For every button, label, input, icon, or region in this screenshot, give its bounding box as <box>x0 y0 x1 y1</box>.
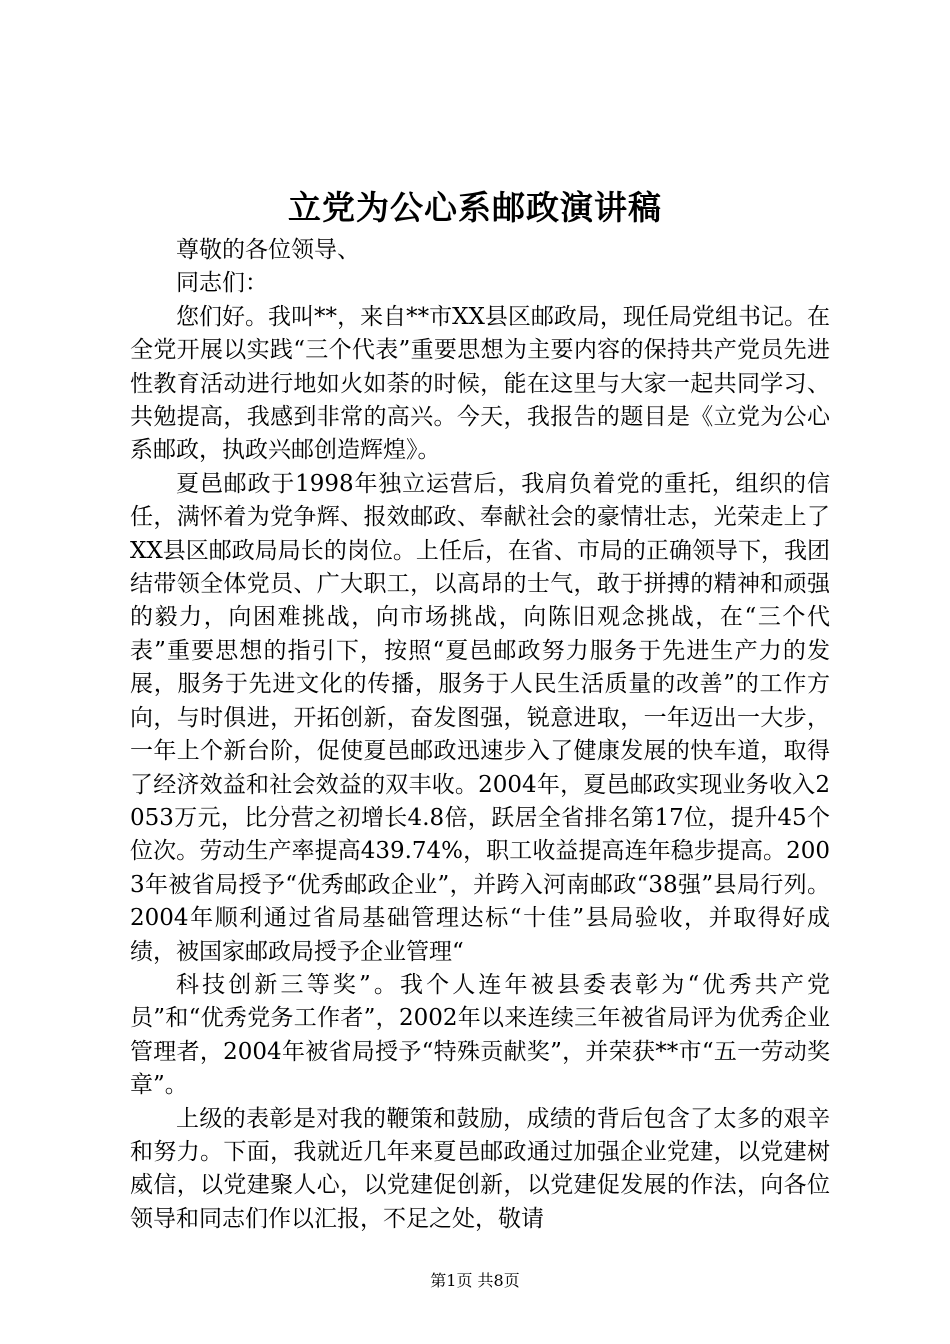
paragraph-achievements: 夏邑邮政于1998年独立运营后，我肩负着党的重托，组织的信任，满怀着为党争辉、报效邮政、奉献社会的豪情壮志，光荣走上了XX县区邮政局局长的岗位。上任后，在省、市局的正确领导下，我团结带领全体党员、广大职工，以高昂的士气，敢于拼搏的精神和顽强的毅力，向困难挑战，向市场挑战，向陈旧观念挑战，在“三个代表”重要思想的指引下，按照“夏邑邮政努力服务于先进生产力的发展，服务于先进文化的传播，服务于人民生活质量的改善”的工作方向，与时俱进，开拓创新，奋发图强，锐意进取，一年迈出一大步，一年上个新台阶，促使夏邑邮政迅速步入了健康发展的快车道，取得了经济效益和社会效益的双丰收。2004年，夏邑邮政实现业务收入2053万元，比分营之初增长4.8倍，跃居全省排名第17位，提升45个位次。劳动生产率提高439.74%，职工收益提高连年稳步提高。2003年被省局授予“优秀邮政企业”，并跨入河南邮政“38强”县局行列。2004年顺利通过省局基础管理达标“十佳”县局验收，并取得好成绩，被国家邮政局授予企业管理“ <box>130 470 830 965</box>
paragraph-introduction: 您们好。我叫**，来自**市XX县区邮政局，现任局党组书记。在全党开展以实践“三个代表”重要思想为主要内容的保持共产党员先进性教育活动进行地如火如荼的时候，能在这里与大家一起共同学习、共勉提高，我感到非常的高兴。今天，我报告的题目是《立党为公心系邮政，执政兴邮创造辉煌》。 <box>130 303 830 464</box>
document-body <box>130 234 830 1236</box>
paragraph-awards: 科技创新三等奖”。我个人连年被县委表彰为“优秀共产党员”和“优秀党务工作者”，2002年以来连续三年被省局评为优秀企业管理者，2004年被省局授予“特殊贡献奖”，并荣获**市“五一劳动奖章”。 <box>130 971 830 1099</box>
page-number-footer: 第1页 共8页 <box>430 1271 520 1290</box>
salutation-line-1: 尊敬的各位领导、 <box>176 237 360 263</box>
paragraph-report-intro: 上级的表彰是对我的鞭策和鼓励，成绩的背后包含了太多的艰辛和努力。下面，我就近几年来夏邑邮政通过加强企业党建，以党建树威信，以党建聚人心，以党建促创新，以党建促发展的作法，向各位领导和同志们作以汇报，不足之处，敬请 <box>130 1105 830 1232</box>
salutation-line-2: 同志们： <box>176 270 268 297</box>
document-title: 立党为公心系邮政演讲稿 <box>288 188 662 227</box>
